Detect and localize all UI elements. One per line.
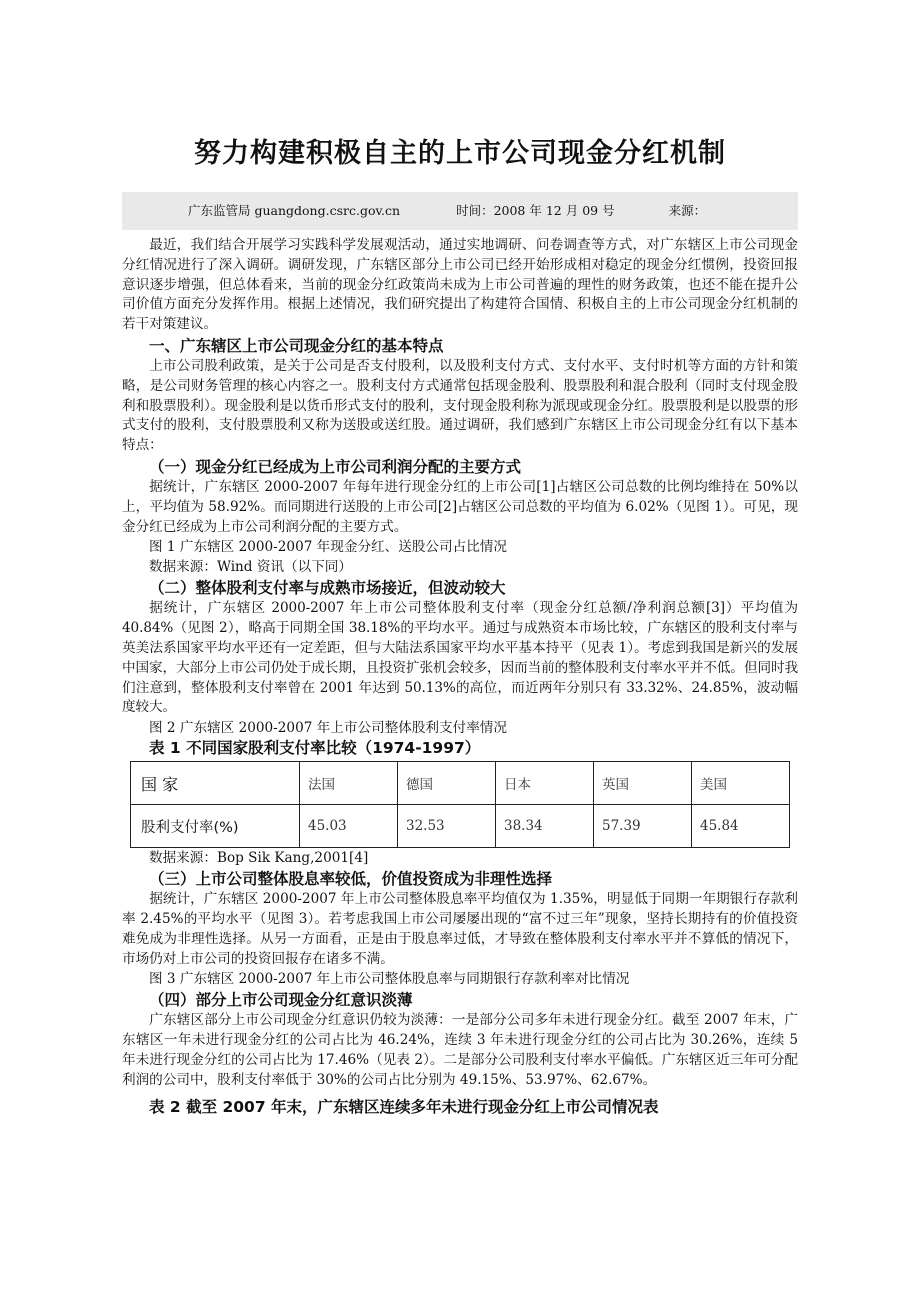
subsection-1-heading: （一）现金分红已经成为上市公司利润分配的主要方式 [149, 457, 522, 476]
section-1-paragraph: 上市公司股利政策，是关于公司是否支付股利，以及股利支付方式、支付水平、支付时机等方面的方针和策略，是公司财务管理的核心内容之一。股利支付方式通常包括现金股利、股票股利和混合股利（同时支付现金股利和股票股利）。现金股利是以货币形式支付的股利，支付现金股利称为派现或现金分红。股票股利是以股票的形式支付的股利，支付股票股利又称为送股或送红股。通过调研，我们感到广东辖区上市公司现金分红有以下基本特点： [122, 357, 798, 454]
payout-comparison-table [130, 761, 790, 848]
table-row-header: 股利支付率(%) [131, 805, 300, 848]
intro-paragraph: 最近，我们结合开展学习实践科学发展观活动，通过实地调研、问卷调查等方式，对广东辖区上市公司现金分红情况进行了深入调研。调研发现，广东辖区部分上市公司已经开始形成相对稳定的现金分红惯例，投资回报意识逐步增强，但总体看来，当前的现金分红政策尚未成为上市公司普遍的理性的财务政策，也还不能在提升公司价值方面充分发挥作用。根据上述情况，我们研究提出了构建符合国情、积极自主的上市公司现金分红机制的若干对策建议。 [122, 237, 798, 333]
subsection-3-heading: （三）上市公司整体股息率较低，价值投资成为非理性选择 [149, 870, 553, 889]
table-1-source: 数据来源：Bop Sik Kang,2001[4] [149, 850, 369, 867]
figure-1-caption: 图 1 广东辖区 2000-2007 年现金分红、送股公司占比情况 [149, 539, 507, 556]
meta-from: 来源： [668, 203, 707, 218]
table-row-header: 国 家 [131, 762, 300, 805]
table-cell-value: 38.34 [496, 805, 594, 848]
table-cell-country: 法国 [300, 762, 398, 805]
table-cell-country: 德国 [398, 762, 496, 805]
table-2-caption: 表 2 截至 2007 年末，广东辖区连续多年未进行现金分红上市公司情况表 [149, 1097, 659, 1116]
section-1-heading: 一、广东辖区上市公司现金分红的基本特点 [149, 336, 444, 355]
table-cell-value: 57.39 [594, 805, 692, 848]
article-meta-bar [122, 192, 798, 230]
page-title: 努力构建积极自主的上市公司现金分红机制 [194, 138, 726, 169]
table-row [131, 762, 790, 805]
figure-2-caption: 图 2 广东辖区 2000-2007 年上市公司整体股利支付率情况 [149, 720, 507, 737]
subsection-4-heading: （四）部分上市公司现金分红意识淡薄 [149, 991, 413, 1010]
table-cell-country: 美国 [692, 762, 790, 805]
table-row [131, 805, 790, 848]
subsection-1-paragraph: 据统计，广东辖区 2000-2007 年每年进行现金分红的上市公司[1]占辖区公司总数的比例均维持在 50%以上，平均值为 58.92%。而同期进行送股的上市公司[2]占辖区公司总数的平均值为 6.02%（见图 1）。可见，现金分红已经成为上市公司利润分配的主要方式。 [122, 478, 798, 535]
table-cell-value: 32.53 [398, 805, 496, 848]
table-cell-country: 英国 [594, 762, 692, 805]
subsection-2-heading: （二）整体股利支付率与成熟市场接近，但波动较大 [149, 579, 506, 598]
subsection-2-paragraph: 据统计，广东辖区 2000-2007 年上市公司整体股利支付率（现金分红总额/净利润总额[3]）平均值为 40.84%（见图 2），略高于同期全国 38.18%的平均水平。通过与成熟资本市场比较，广东辖区的股利支付率与英美法系国家平均水平还有一定差距，但与大陆法系国家平均水平基本持平（见表 1）。考虑到我国是新兴的发展中国家，大部分上市公司仍处于成长期，且投资扩张机会较多，因而当前的整体股利支付率水平并不低。但同时我们注意到，整体股利支付率曾在 2001 年达到 50.13%的高位，而近两年分别只有 33.32%、24.85%，波动幅度较大。 [122, 600, 798, 716]
table-cell-value: 45.84 [692, 805, 790, 848]
data-source-note: 数据来源：Wind 资讯（以下同） [149, 559, 352, 576]
table-cell-country: 日本 [496, 762, 594, 805]
meta-time: 时间：2008 年 12 月 09 号 [456, 203, 615, 218]
subsection-3-paragraph: 据统计，广东辖区 2000-2007 年上市公司整体股息率平均值仅为 1.35%，明显低于同期一年期银行存款利率 2.45%的平均水平（见图 3）。若考虑我国上市公司屡屡出现的“富不过三年”现象，坚持长期持有的价值投资难免成为非理性选择。从另一方面看，正是由于股息率过低，才导致在整体股利支付率水平并不算低的情况下，市场仍对上市公司的投资回报存在诸多不满。 [122, 891, 798, 967]
table-cell-value: 45.03 [300, 805, 398, 848]
document-page [122, 0, 798, 1118]
figure-3-caption: 图 3 广东辖区 2000-2007 年上市公司整体股息率与同期银行存款利率对比情况 [149, 971, 630, 988]
meta-source: 广东监管局 guangdong.csrc.gov.cn [188, 203, 401, 218]
subsection-4-paragraph: 广东辖区部分上市公司现金分红意识仍较为淡薄：一是部分公司多年未进行现金分红。截至 2007 年末，广东辖区一年未进行现金分红的公司占比为 46.24%，连续 3 年未进行现金分红的公司占比为 30.26%，连续 5 年未进行现金分红的公司占比为 17.46%（见表 2）。二是部分公司股利支付率水平偏低。广东辖区近三年可分配利润的公司中，股利支付率低于 30%的公司占比分别为 49.15%、53.97%、62.67%。 [122, 1012, 798, 1088]
table-1-caption: 表 1 不同国家股利支付率比较（1974-1997） [149, 739, 481, 758]
